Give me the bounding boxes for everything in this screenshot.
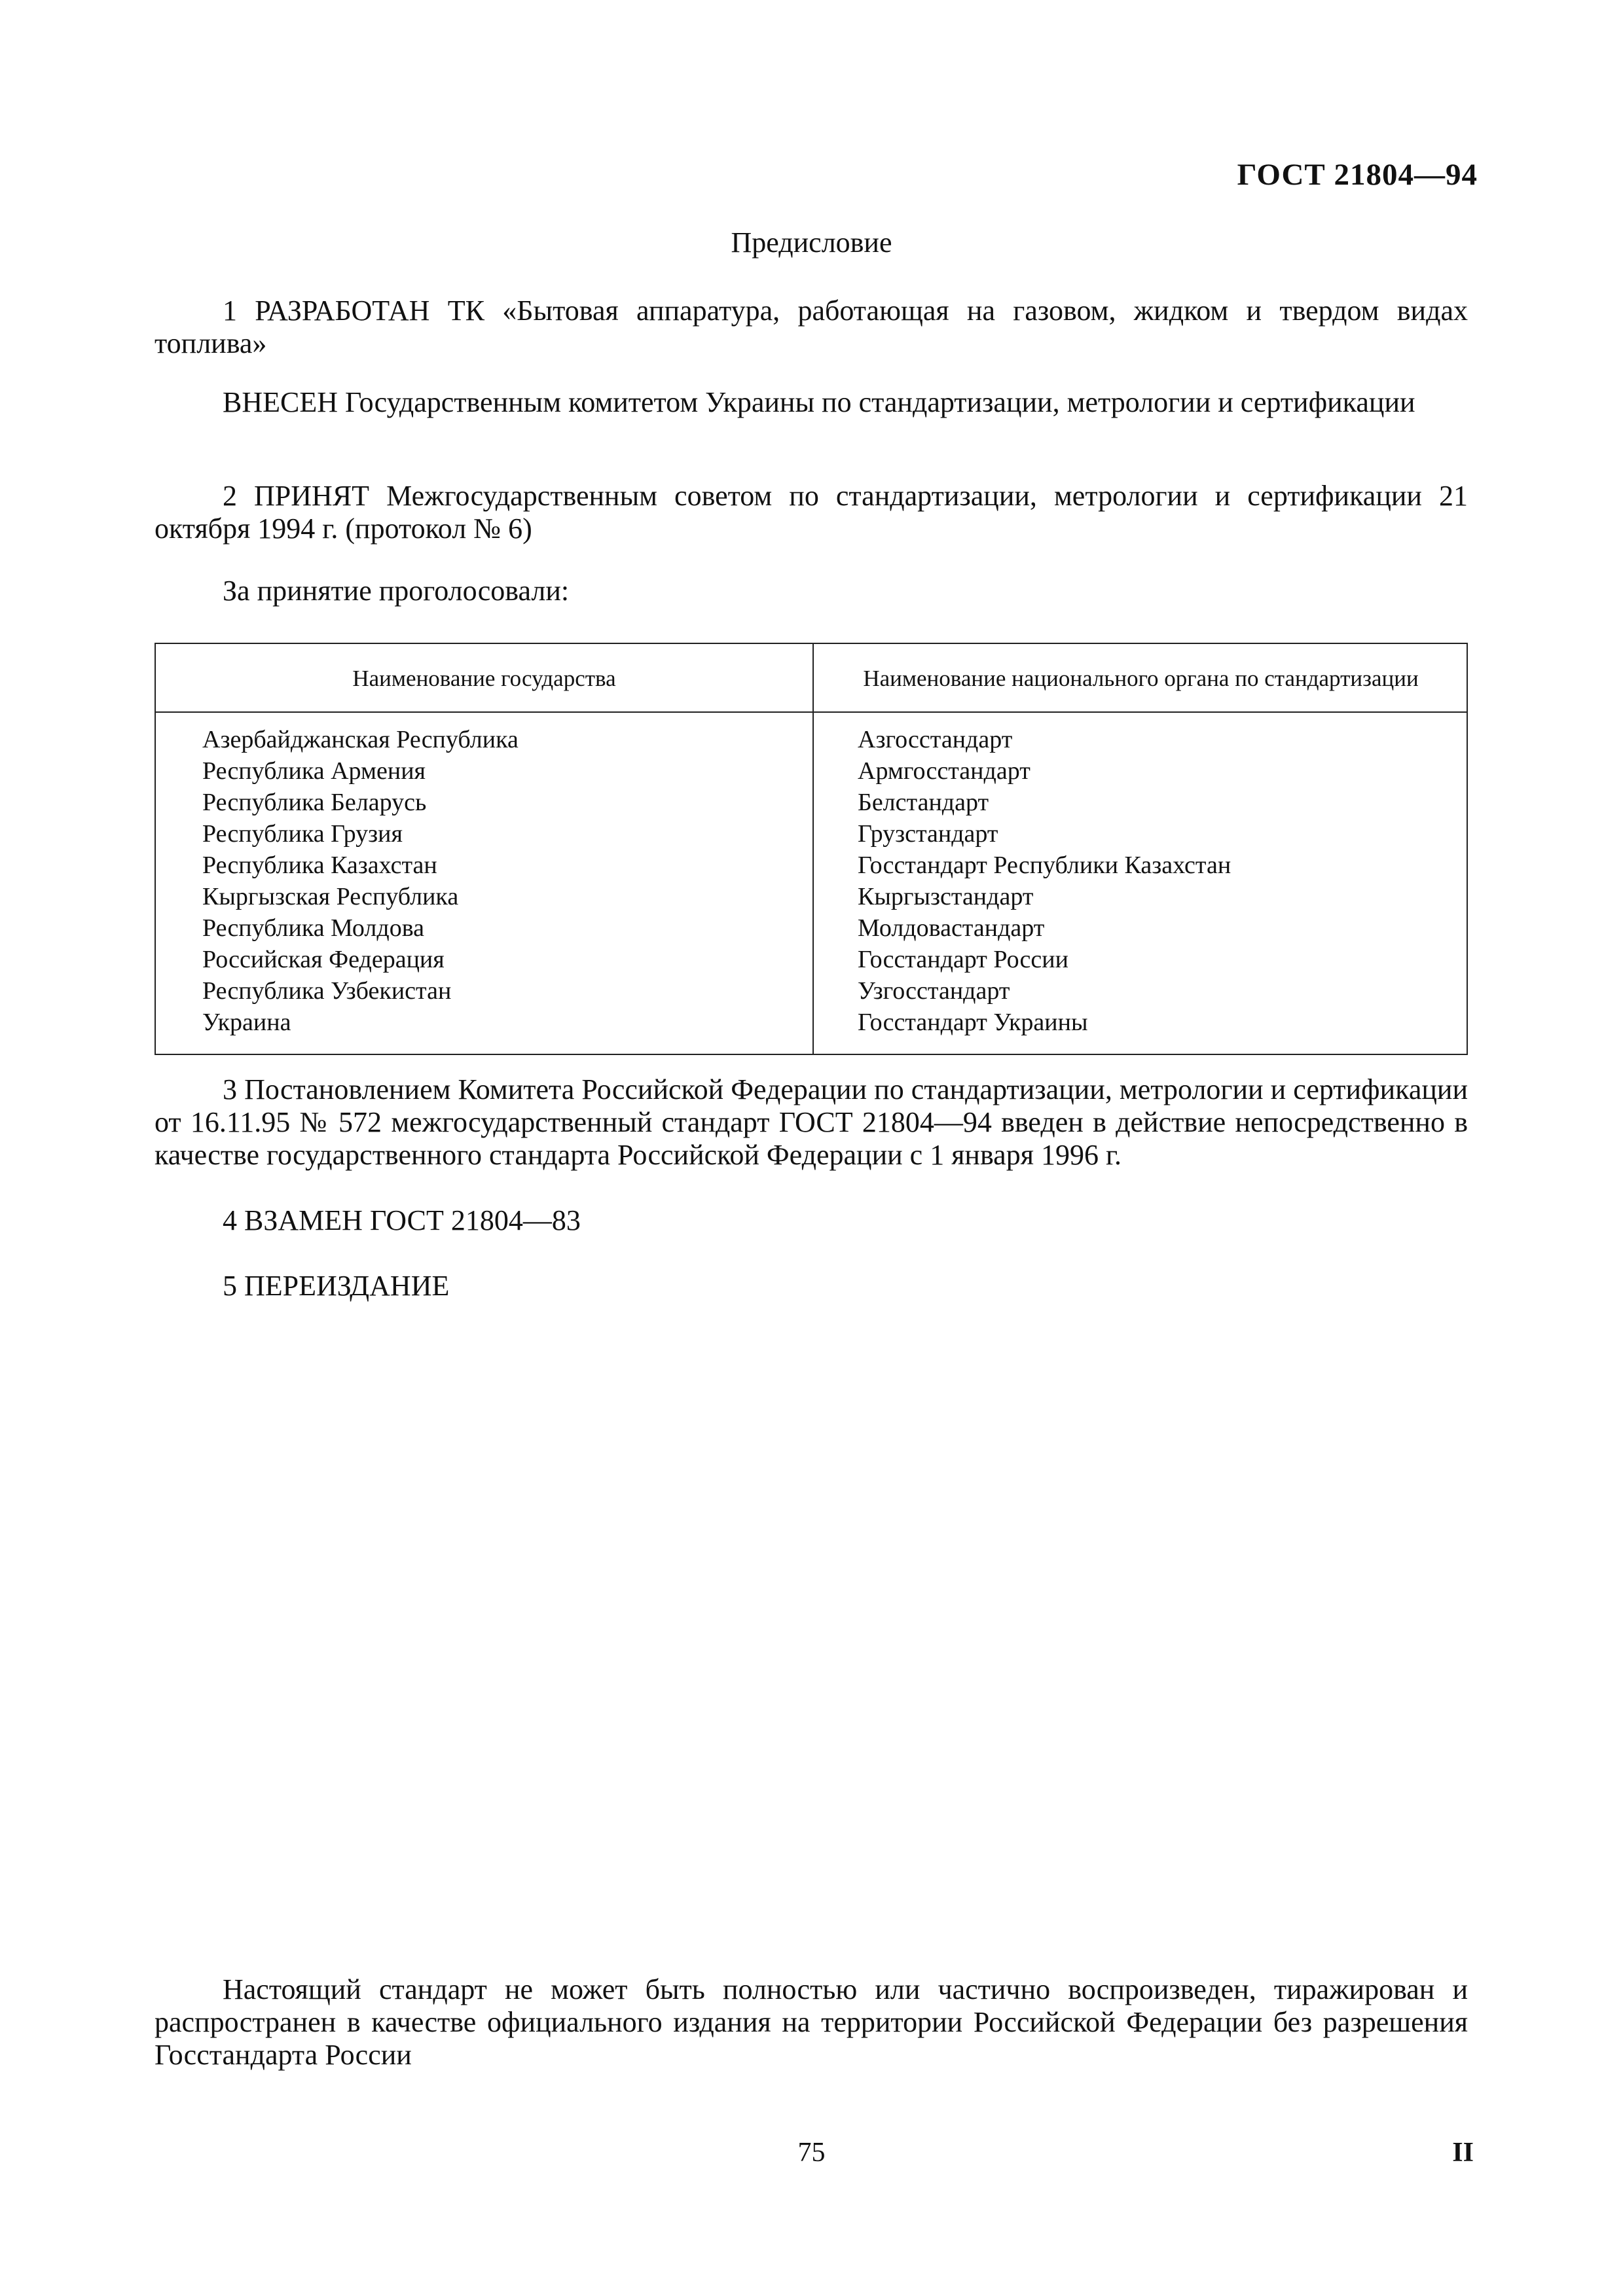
paragraph-reissue: 5 ПЕРЕИЗДАНИЕ <box>223 1270 450 1302</box>
table-row <box>156 944 1467 975</box>
table-row <box>156 787 1467 818</box>
table-cell-state: Республика Беларусь <box>202 789 427 816</box>
table-row <box>156 818 1467 850</box>
paragraph-adopted-by: 2 ПРИНЯТ Межгосударственным советом по стандартизации, метрологии и сертификации 21 октября 1994 г. (протокол № 6) <box>155 480 1468 545</box>
voting-table <box>155 643 1468 1055</box>
table-header-standards-body: Наименование национального органа по стандартизации <box>863 666 1419 691</box>
table-cell-state: Украина <box>202 1009 291 1036</box>
table-row <box>156 1007 1467 1038</box>
table-header-state: Наименование государства <box>352 666 616 691</box>
table-cell-standards-body: Молдовастандарт <box>858 914 1045 942</box>
table-cell-standards-body: Узгосстандарт <box>858 977 1010 1005</box>
paragraph-resolution: 3 Постановлением Комитета Российской Федерации по стандартизации, метрологии и сертификации от 16.11.95 № 572 межгосударственный стандарт ГОСТ 21804—94 введен в действие непосредственно в качестве государственного стандарта Российской Федерации с 1 января 1996 г. <box>155 1073 1468 1171</box>
table-cell-state: Республика Молдова <box>202 914 425 942</box>
table-cell-state: Азербайджанская Республика <box>202 726 519 753</box>
table-row <box>156 724 1467 755</box>
table-cell-state: Республика Узбекистан <box>202 977 452 1005</box>
table-cell-state: Республика Казахстан <box>202 852 437 879</box>
paragraph-introduced-by: ВНЕСЕН Государственным комитетом Украины по стандартизации, метрологии и сертификации <box>223 386 1415 418</box>
standard-code-header: ГОСТ 21804—94 <box>1237 158 1478 192</box>
table-cell-standards-body: Госстандарт России <box>858 946 1068 973</box>
paragraph-voted-for: За принятие проголосовали: <box>223 575 570 607</box>
table-row <box>156 755 1467 787</box>
page-title: Предисловие <box>731 226 892 259</box>
roman-page-marker: II <box>1452 2138 1474 2168</box>
copyright-notice: Настоящий стандарт не может быть полностью или частично воспроизведен, тиражирован и распространен в качестве официального издания на территории Российской Федерации без разрешения Госстандарта России <box>155 1973 1468 2071</box>
paragraph-developed-by: 1 РАЗРАБОТАН ТК «Бытовая аппаратура, работающая на газовом, жидком и твердом видах топлива» <box>155 295 1468 359</box>
table-row <box>156 850 1467 881</box>
table-body <box>156 724 1467 1038</box>
table-cell-standards-body: Госстандарт Украины <box>858 1009 1088 1036</box>
table-cell-state: Кыргызская Республика <box>202 883 459 910</box>
table-cell-state: Российская Федерация <box>202 946 445 973</box>
table-cell-state: Республика Грузия <box>202 820 403 848</box>
table-row <box>156 881 1467 912</box>
table-cell-standards-body: Кыргызстандарт <box>858 883 1034 910</box>
table-cell-standards-body: Азгосстандарт <box>858 726 1013 753</box>
table-row <box>156 912 1467 944</box>
page-number: 75 <box>797 2138 826 2168</box>
table-cell-standards-body: Госстандарт Республики Казахстан <box>858 852 1231 879</box>
table-row <box>156 975 1467 1007</box>
table-header-rule <box>156 711 1467 713</box>
paragraph-replaces: 4 ВЗАМЕН ГОСТ 21804—83 <box>223 1204 581 1236</box>
table-cell-standards-body: Грузстандарт <box>858 820 998 848</box>
table-cell-standards-body: Белстандарт <box>858 789 989 816</box>
table-cell-state: Республика Армения <box>202 757 426 785</box>
table-cell-standards-body: Армгосстандарт <box>858 757 1030 785</box>
